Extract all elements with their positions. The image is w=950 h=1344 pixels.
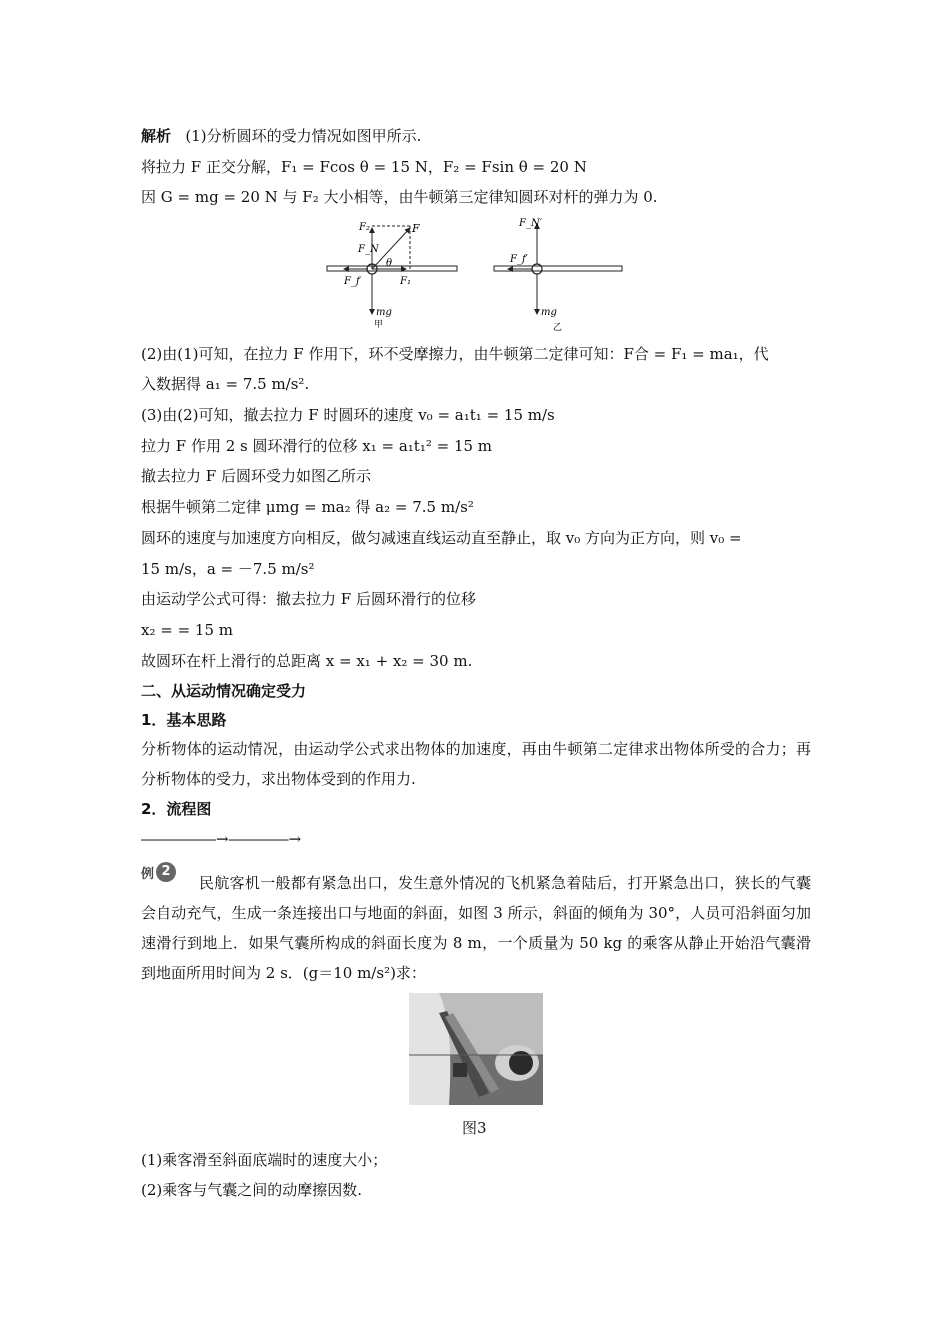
analysis-line-9: 根据牛顿第二定律 μmg = ma₂ 得 a₂ = 7.5 m/s² (141, 498, 474, 516)
caption-yi: 乙 (553, 323, 563, 333)
caption-jia: 甲 (374, 320, 384, 330)
label-f1-jia: F₁ (400, 276, 411, 287)
diagram-yi (494, 218, 622, 333)
label-theta-jia: θ (386, 258, 393, 269)
airplane-photo (409, 993, 543, 1105)
analysis-text: (1)分析圆环的受力情况如图甲所示. (185, 127, 422, 145)
example-badge-text: 例 (141, 866, 155, 882)
flowchart-arrows: ―――――→――――→ (141, 830, 302, 848)
label-f2-jia: F₂ (359, 222, 370, 233)
analysis-line-6: (3)由(2)可知，撤去拉力 F 时圆环的速度 v₀ = a₁t₁ = 15 m/s (141, 406, 555, 424)
photo-vehicle (453, 1063, 467, 1077)
photo-fuselage (409, 993, 450, 1105)
example-text: 民航客机一般都有紧急出口，发生意外情况的飞机紧急着陆后，打开紧急出口，狭长的气囊会自动充气，生成一条连接出口与地面的斜面，如图 3 所示，斜面的倾角为 30°，人员可沿斜面匀加速滑行到地上．如果气囊所构成的斜面长度为 8 m，一个质量为 50 kg 的乘客从静止开始沿气囊滑到地面所用时间为 2 s．(g＝10 m/s²)求： (141, 874, 811, 982)
basic-idea-paragraph: 分析物体的运动情况，由运动学公式求出物体的加速度，再由牛顿第二定律求出物体所受的合力；再分析物体的受力，求出物体受到的作用力. (141, 740, 811, 788)
label-mg-yi: mg (541, 307, 557, 318)
force-diagrams (322, 214, 632, 334)
analysis-line-4: (2)由(1)可知，在拉力 F 作用下，环不受摩擦力，由牛顿第二定律可知：F合 = F₁ = ma₁，代 (141, 345, 769, 363)
label-ff-jia: F_f (344, 276, 360, 287)
analysis-line-5: 入数据得 a₁ = 7.5 m/s². (141, 375, 310, 393)
label-ff-yi: F_f′ (510, 254, 528, 265)
analysis-line-12: 由运动学公式可得：撤去拉力 F 后圆环滑行的位移 (141, 590, 476, 608)
label-fn-jia: F_N (358, 244, 379, 255)
analysis-line-11: 15 m/s，a = －7.5 m/s² (141, 560, 315, 578)
subheading-basic-idea: 1．基本思路 (141, 711, 227, 729)
label-fn-yi: F_N′ (519, 218, 542, 229)
label-mg-jia: mg (376, 307, 392, 318)
analysis-line-10: 圆环的速度与加速度方向相反，做匀减速直线运动直至静止，取 v₀ 方向为正方向，则 v₀ = (141, 529, 742, 547)
question-2: (2)乘客与气囊之间的动摩擦因数. (141, 1181, 363, 1199)
analysis-line-13: x₂ = = 15 m (141, 621, 233, 639)
section-heading: 二、从运动情况确定受力 (141, 682, 307, 700)
analysis-label: 解析 (141, 127, 172, 145)
analysis-line-1 (141, 126, 421, 146)
diagram-jia (327, 222, 457, 330)
figure-caption: 图3 (462, 1119, 487, 1137)
analysis-line-8: 撤去拉力 F 后圆环受力如图乙所示 (141, 467, 371, 485)
analysis-line-7: 拉力 F 作用 2 s 圆环滑行的位移 x₁ = a₁t₁² = 15 m (141, 437, 493, 455)
analysis-line-14: 故圆环在杆上滑行的总距离 x = x₁ + x₂ = 30 m. (141, 652, 473, 670)
analysis-line-2: 将拉力 F 正交分解，F₁ = Fcos θ = 15 N，F₂ = Fsin θ = 20 N (141, 158, 587, 176)
subheading-flowchart: 2．流程图 (141, 800, 212, 818)
analysis-line-3: 因 G = mg = 20 N 与 F₂ 大小相等，由牛顿第三定律知圆环对杆的弹力为 0. (141, 188, 658, 206)
question-1: (1)乘客滑至斜面底端时的速度大小； (141, 1151, 388, 1169)
example-badge-number: 2 (156, 862, 176, 882)
label-f-jia: F (412, 222, 420, 235)
